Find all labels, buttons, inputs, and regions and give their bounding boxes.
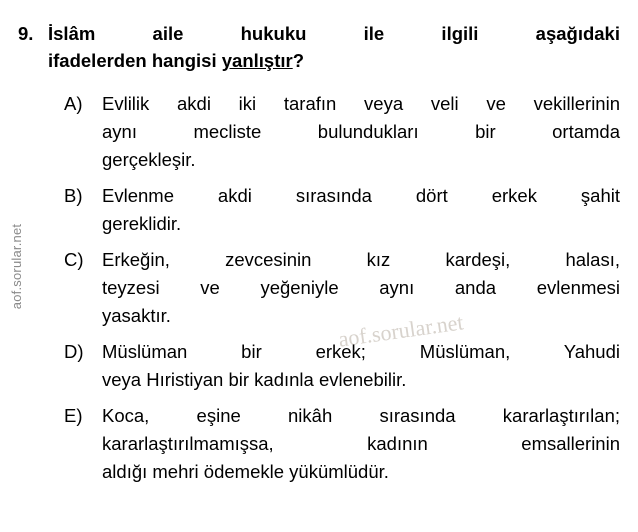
option-c-line-1: Erkeğin, zevcesinin kız kardeşi, halası, — [102, 249, 620, 270]
question-number: 9. — [18, 23, 34, 44]
option-a-letter: A) — [64, 93, 83, 114]
question-text — [48, 20, 620, 74]
question-block — [18, 20, 620, 494]
question-keyword-underlined: yanlıştır — [221, 50, 293, 71]
option-a-line-2: aynı mecliste bulundukları bir ortamda — [102, 121, 620, 142]
option-b-line-1: Evlenme akdi sırasında dört erkek şahit — [102, 185, 620, 206]
options-list — [18, 90, 620, 486]
option-e-letter: E) — [64, 405, 83, 426]
option-b-letter: B) — [64, 185, 83, 206]
option-c-line-2: teyzesi ve yeğeniyle aynı anda evlenmesi — [102, 277, 620, 298]
option-b-line-2: gereklidir. — [102, 213, 182, 234]
question-line-1: İslâm aile hukuku ile ilgili aşağıdaki — [48, 23, 620, 44]
option-d-text — [102, 338, 620, 394]
question-line-2-after: ? — [292, 50, 305, 71]
question-line-2-before: ifadelerden hangisi — [48, 50, 222, 71]
option-d[interactable] — [64, 338, 620, 394]
option-e-line-3: aldığı mehri ödemekle yükümlüdür. — [102, 461, 389, 482]
side-watermark-text: aof.sorular.net — [9, 223, 25, 309]
option-d-line-2: veya Hıristiyan bir kadınla evlenebilir. — [102, 369, 407, 390]
option-b[interactable] — [64, 182, 620, 238]
option-c-text — [102, 246, 620, 330]
option-d-line-1: Müslüman bir erkek; Müslüman, Yahudi — [102, 341, 620, 362]
option-a-text — [102, 90, 620, 174]
option-c-line-3: yasaktır. — [102, 305, 171, 326]
option-e[interactable] — [64, 402, 620, 486]
question-line-2 — [48, 47, 620, 74]
option-b-text — [102, 182, 620, 238]
option-e-text — [102, 402, 620, 486]
option-c[interactable] — [64, 246, 620, 330]
center-watermark: aof.sorular.net — [336, 309, 465, 352]
option-d-letter: D) — [64, 341, 84, 362]
option-a-line-3: gerçekleşir. — [102, 149, 196, 170]
option-a[interactable] — [64, 90, 620, 174]
question-header — [18, 20, 620, 74]
option-c-letter: C) — [64, 249, 84, 270]
option-e-line-1: Koca, eşine nikâh sırasında kararlaştırılan; — [102, 405, 620, 426]
option-a-line-1: Evlilik akdi iki tarafın veya veli ve vekillerinin — [102, 93, 620, 114]
option-e-line-2: kararlaştırılmamışsa, kadının emsallerinin — [102, 433, 620, 454]
